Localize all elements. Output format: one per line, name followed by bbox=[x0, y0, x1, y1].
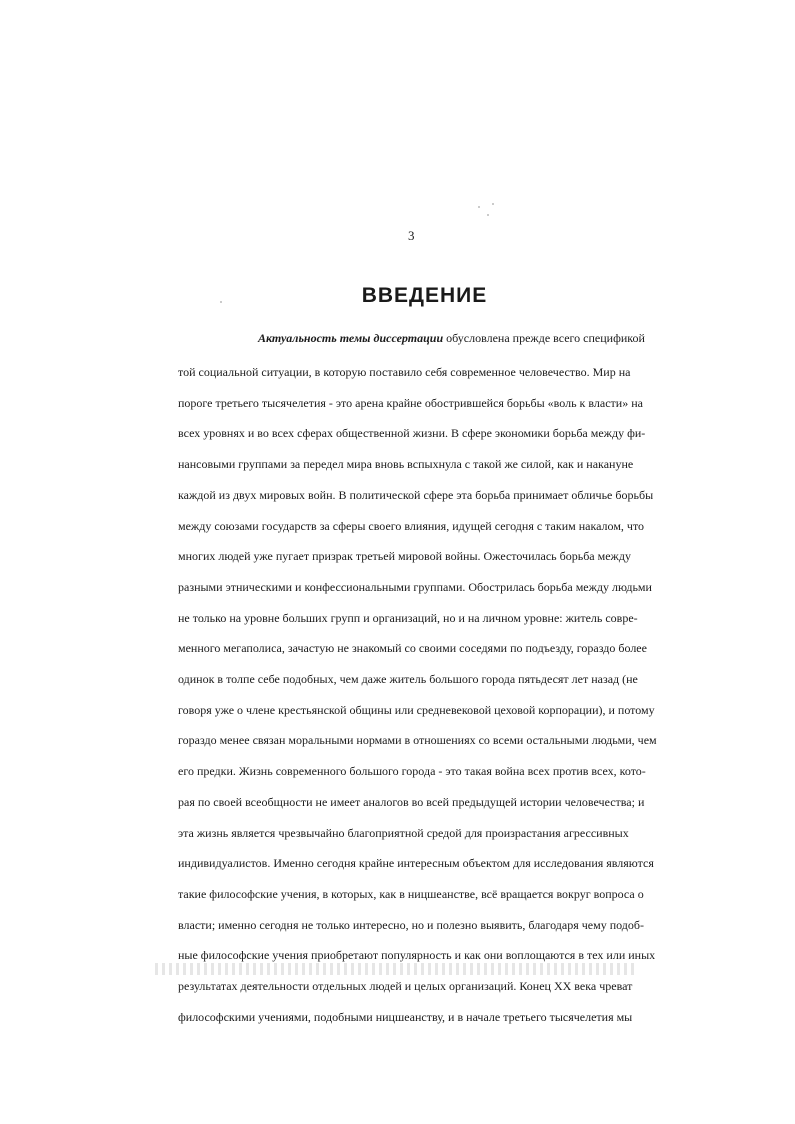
text-line: эта жизнь является чрезвычайно благоприятной средой для произрастания агрессивных bbox=[178, 825, 629, 840]
text-line: власти; именно сегодня не только интересно, но и полезно выявить, благодаря чему подоб- bbox=[178, 917, 644, 932]
text-line: его предки. Жизнь современного большого города - это такая война всех против всех, кото- bbox=[178, 764, 646, 779]
page-number: 3 bbox=[408, 228, 415, 243]
text-line: между союзами государств за сферы своего влияния, идущей сегодня с таким накалом, что bbox=[178, 518, 645, 533]
text-line: каждой из двух мировых войн. В политической сфере эта борьба принимает обличье борьбы bbox=[178, 487, 654, 502]
text-line: индивидуалистов. Именно сегодня крайне интересным объектом для исследования являются bbox=[178, 856, 654, 871]
text-line: рая по своей всеобщности не имеет аналогов во всей предыдущей истории человечества; и bbox=[178, 794, 645, 809]
text-line: говоря уже о члене крестьянской общины или средневековой цеховой корпорации), и потому bbox=[178, 702, 655, 717]
text-line: результатах деятельности отдельных людей и целых организаций. Конец XX века чреват bbox=[178, 979, 633, 993]
scan-noise-strip bbox=[155, 963, 635, 975]
heading-text: ВВЕДЕНИЕ bbox=[361, 284, 488, 307]
text-line: ные философские учения приобретают популярность и как они воплощаются в тех или иных bbox=[178, 948, 656, 963]
text-line: разными этническими и конфессиональными группами. Обострилась борьба между людьми bbox=[178, 579, 652, 594]
text-line: той социальной ситуации, в которую поставило себя современное человечество. Мир на bbox=[178, 365, 631, 379]
text-line: такие философские учения, в которых, как в ницшеанстве, всё вращается вокруг вопроса о bbox=[178, 886, 644, 901]
emphasis-text: Актуальность темы диссертации bbox=[258, 331, 444, 345]
text-line: философскими учениями, подобными ницшеанству, и в начале третьего тысячелетия мы bbox=[178, 1009, 633, 1024]
text-line: менного мегаполиса, зачастую не знакомый со своими соседями по подъезду, гораздо более bbox=[178, 641, 647, 656]
paragraph-first-line bbox=[258, 331, 645, 345]
text-line: одинок в толпе себе подобных, чем даже житель большого города пятьдесят лет назад (не bbox=[178, 672, 638, 686]
text-line: гораздо менее связан моральными нормами в отношениях со всеми остальными людьми, чем bbox=[178, 733, 657, 748]
text-line: нансовыми группами за передел мира вновь вспыхнула с такой же силой, как и накануне bbox=[178, 457, 634, 472]
scan-speck bbox=[492, 203, 494, 205]
text-line: пороге третьего тысячелетия - это арена крайне обострившейся борьбы «воль к власти» на bbox=[178, 395, 643, 410]
scan-speck bbox=[478, 206, 480, 208]
text-line: не только на уровне больших групп и организаций, но и на личном уровне: житель совре- bbox=[178, 610, 638, 625]
scan-speck bbox=[487, 214, 489, 216]
text-line: всех уровнях и во всех сферах общественной жизни. В сфере экономики борьба между фи- bbox=[178, 426, 646, 441]
scan-speck bbox=[220, 301, 222, 303]
text-line: многих людей уже пугает призрак третьей мировой войны. Ожесточилась борьба между bbox=[178, 549, 631, 564]
first-line-rest: обусловлена прежде всего спецификой bbox=[443, 331, 645, 345]
